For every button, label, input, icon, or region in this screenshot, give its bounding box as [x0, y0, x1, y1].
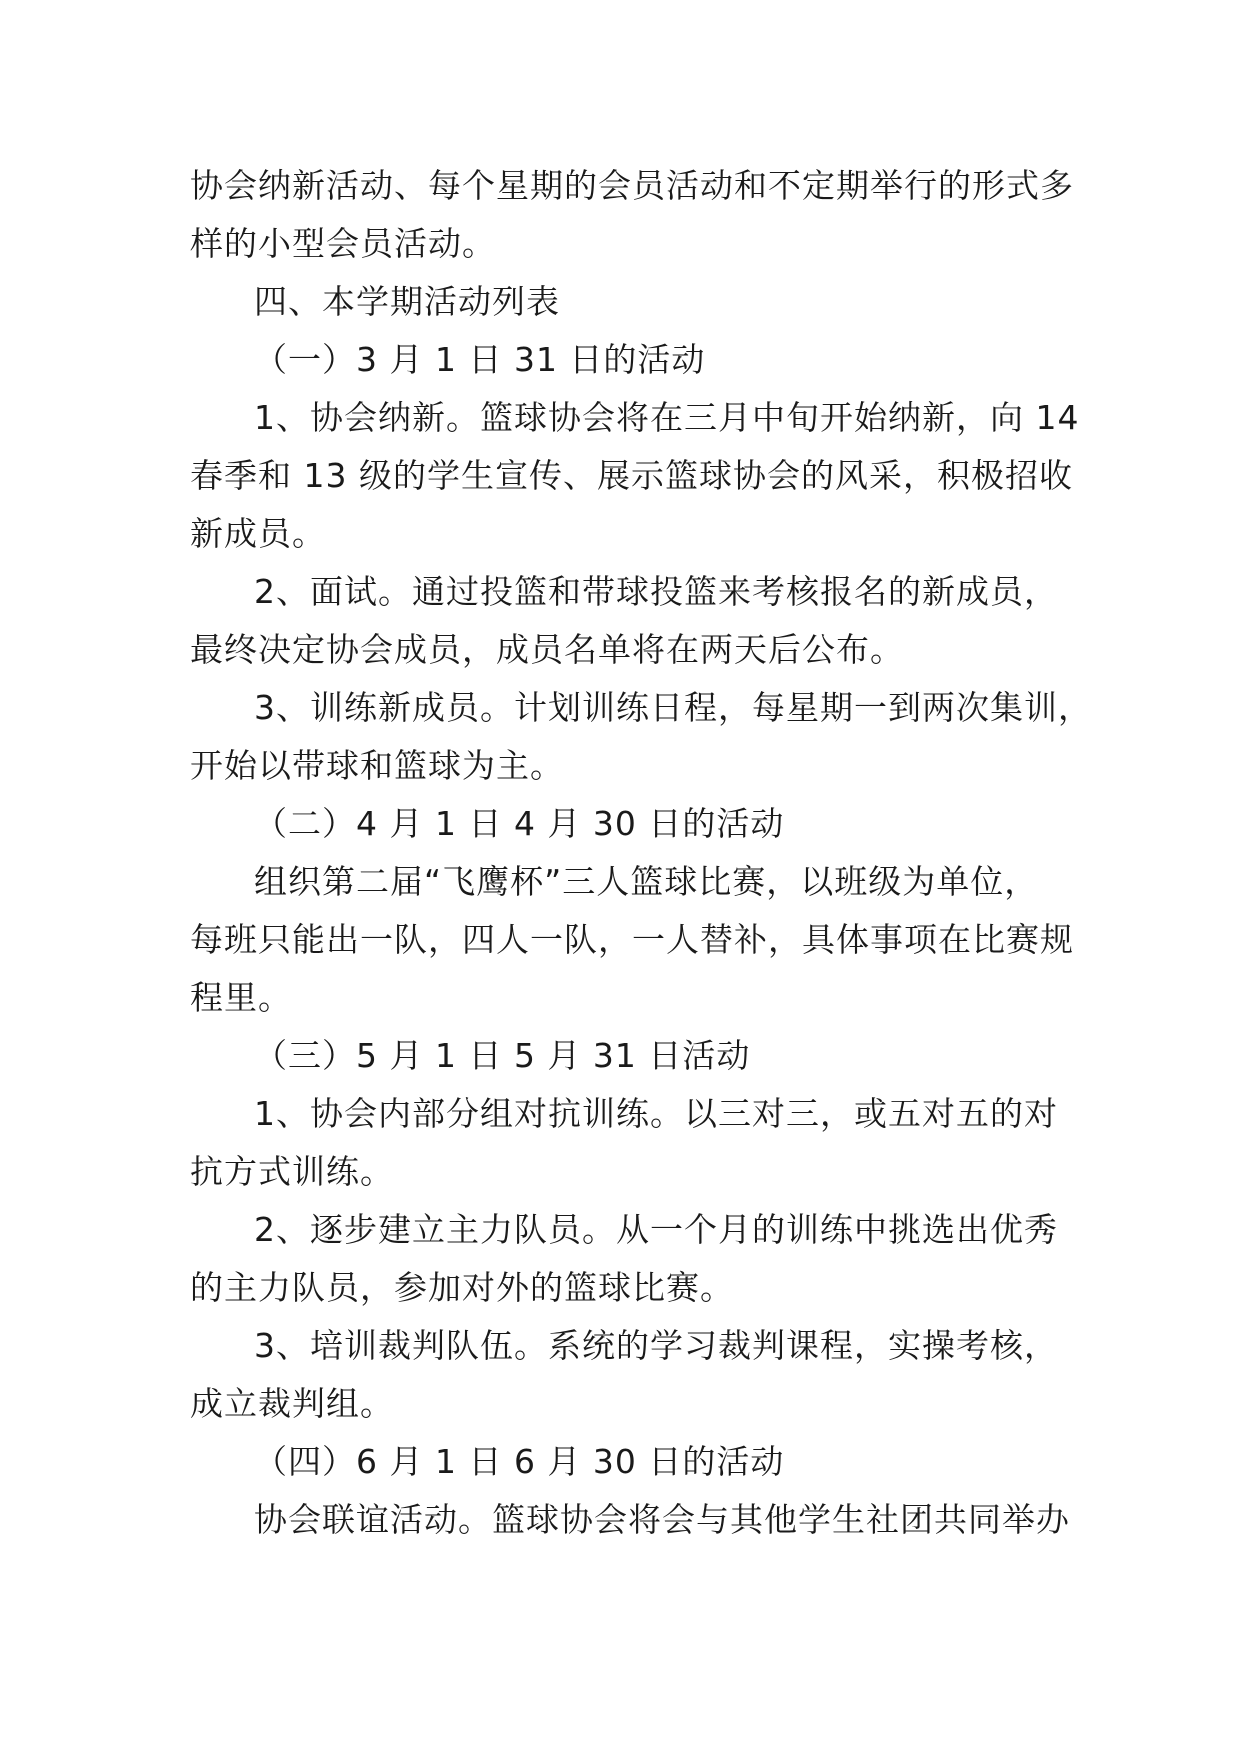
text-line: 最终决定协会成员，成员名单将在两天后公布。	[190, 630, 904, 669]
text-line: 抗方式训练。	[190, 1152, 394, 1191]
text-line: 开始以带球和篮球为主。	[190, 746, 564, 785]
section-heading: 四、本学期活动列表	[254, 282, 560, 321]
text-line: 协会纳新活动、每个星期的会员活动和不定期举行的形式多	[190, 166, 1074, 205]
text-line: 1、协会纳新。篮球协会将在三月中旬开始纳新，向 14	[254, 398, 1080, 437]
text-line: 2、逐步建立主力队员。从一个月的训练中挑选出优秀	[254, 1210, 1058, 1249]
text-line: 2、面试。通过投篮和带球投篮来考核报名的新成员，	[254, 572, 1058, 611]
subsection-heading: （一）3 月 1 日 31 日的活动	[254, 340, 706, 379]
subsection-heading: （二）4 月 1 日 4 月 30 日的活动	[254, 804, 785, 843]
text-line: 1、协会内部分组对抗训练。以三对三，或五对五的对	[254, 1094, 1058, 1133]
text-line: 春季和 13 级的学生宣传、展示篮球协会的风采，积极招收	[190, 456, 1073, 495]
subsection-heading: （四）6 月 1 日 6 月 30 日的活动	[254, 1442, 785, 1481]
text-line: 成立裁判组。	[190, 1384, 394, 1423]
text-line: 组织第二届“飞鹰杯”三人篮球比赛，以班级为单位，	[254, 862, 1039, 901]
text-line: 样的小型会员活动。	[190, 224, 496, 263]
text-line: 3、培训裁判队伍。系统的学习裁判课程，实操考核，	[254, 1326, 1058, 1365]
text-line: 新成员。	[190, 514, 326, 553]
text-line: 程里。	[190, 978, 292, 1017]
text-line: 的主力队员，参加对外的篮球比赛。	[190, 1268, 734, 1307]
subsection-heading: （三）5 月 1 日 5 月 31 日活动	[254, 1036, 751, 1075]
text-line: 协会联谊活动。篮球协会将会与其他学生社团共同举办	[254, 1500, 1070, 1539]
text-line: 3、训练新成员。计划训练日程，每星期一到两次集训，	[254, 688, 1092, 727]
text-line: 每班只能出一队，四人一队，一人替补，具体事项在比赛规	[190, 920, 1074, 959]
